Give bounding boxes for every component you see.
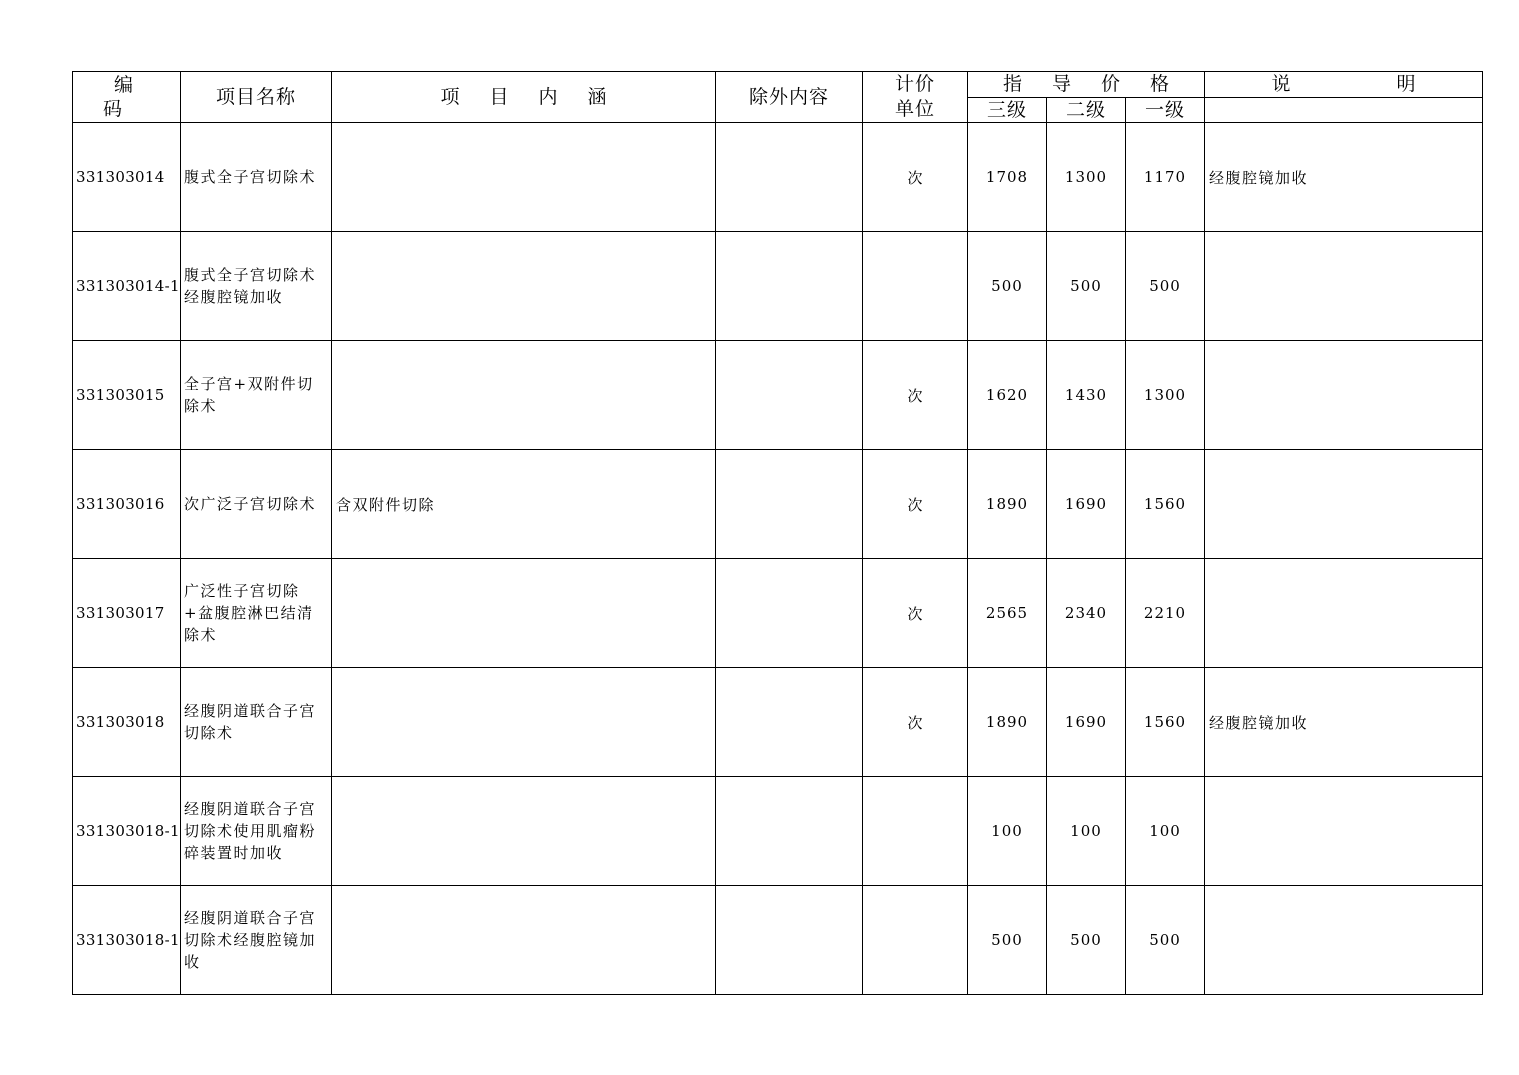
cell-price-level3: 1620 [968, 341, 1047, 450]
cell-note [1205, 450, 1483, 559]
table-row [73, 886, 1483, 995]
cell-note [1205, 232, 1483, 341]
price-table [72, 71, 1483, 995]
header-content: 项 目 内 涵 [332, 72, 716, 123]
cell-content [332, 777, 716, 886]
header-exclusion: 除外内容 [716, 72, 863, 123]
cell-price-level2: 2340 [1047, 559, 1126, 668]
cell-price-level2: 500 [1047, 232, 1126, 341]
cell-name: 全子宫+双附件切除术 [181, 341, 332, 450]
cell-unit: 次 [863, 341, 968, 450]
cell-unit: 次 [863, 559, 968, 668]
cell-name: 广泛性子宫切除+盆腹腔淋巴结清除术 [181, 559, 332, 668]
table-body [73, 123, 1483, 995]
header-unit: 计价单位 [863, 72, 968, 123]
cell-exclusion [716, 450, 863, 559]
header-note: 说 明 [1205, 72, 1483, 98]
header-name: 项目名称 [181, 72, 332, 123]
cell-price-level3: 500 [968, 886, 1047, 995]
header-price-level2: 二级 [1047, 97, 1126, 123]
cell-unit: 次 [863, 123, 968, 232]
cell-unit: 次 [863, 450, 968, 559]
table-row [73, 559, 1483, 668]
cell-code: 331303018-1 [73, 886, 181, 995]
cell-note [1205, 341, 1483, 450]
table-row [73, 777, 1483, 886]
cell-note: 经腹腔镜加收 [1205, 668, 1483, 777]
cell-unit [863, 232, 968, 341]
header-price-group: 指 导 价 格 [968, 72, 1205, 98]
cell-code: 331303018-1 [73, 777, 181, 886]
cell-price-level1: 1560 [1126, 668, 1205, 777]
cell-content [332, 668, 716, 777]
cell-price-level3: 100 [968, 777, 1047, 886]
cell-exclusion [716, 341, 863, 450]
cell-name: 经腹阴道联合子宫切除术使用肌瘤粉碎装置时加收 [181, 777, 332, 886]
table-row [73, 450, 1483, 559]
cell-price-level2: 1300 [1047, 123, 1126, 232]
cell-exclusion [716, 668, 863, 777]
cell-price-level1: 2210 [1126, 559, 1205, 668]
cell-price-level1: 1170 [1126, 123, 1205, 232]
table-row [73, 668, 1483, 777]
cell-content [332, 232, 716, 341]
cell-unit: 次 [863, 668, 968, 777]
cell-price-level2: 100 [1047, 777, 1126, 886]
cell-code: 331303015 [73, 341, 181, 450]
cell-content: 含双附件切除 [332, 450, 716, 559]
cell-content [332, 559, 716, 668]
cell-code: 331303014 [73, 123, 181, 232]
cell-price-level3: 1890 [968, 668, 1047, 777]
cell-content [332, 123, 716, 232]
cell-price-level2: 1430 [1047, 341, 1126, 450]
table-row [73, 341, 1483, 450]
cell-name: 经腹阴道联合子宫切除术 [181, 668, 332, 777]
cell-exclusion [716, 123, 863, 232]
table-header [73, 72, 1483, 123]
header-code: 编 码 [73, 72, 181, 123]
cell-price-level2: 500 [1047, 886, 1126, 995]
cell-price-level2: 1690 [1047, 668, 1126, 777]
cell-price-level1: 1560 [1126, 450, 1205, 559]
cell-price-level1: 1300 [1126, 341, 1205, 450]
cell-price-level2: 1690 [1047, 450, 1126, 559]
cell-note: 经腹腔镜加收 [1205, 123, 1483, 232]
cell-exclusion [716, 559, 863, 668]
cell-note [1205, 777, 1483, 886]
cell-note [1205, 886, 1483, 995]
cell-name: 腹式全子宫切除术经腹腔镜加收 [181, 232, 332, 341]
table-row [73, 232, 1483, 341]
cell-name: 次广泛子宫切除术 [181, 450, 332, 559]
cell-note [1205, 559, 1483, 668]
cell-content [332, 341, 716, 450]
cell-name: 经腹阴道联合子宫切除术经腹腔镜加收 [181, 886, 332, 995]
cell-exclusion [716, 777, 863, 886]
cell-price-level1: 500 [1126, 232, 1205, 341]
cell-exclusion [716, 232, 863, 341]
table-row [73, 123, 1483, 232]
cell-price-level1: 100 [1126, 777, 1205, 886]
cell-code: 331303016 [73, 450, 181, 559]
cell-name: 腹式全子宫切除术 [181, 123, 332, 232]
cell-code: 331303017 [73, 559, 181, 668]
cell-content [332, 886, 716, 995]
cell-price-level3: 2565 [968, 559, 1047, 668]
cell-unit [863, 777, 968, 886]
cell-unit [863, 886, 968, 995]
cell-price-level3: 500 [968, 232, 1047, 341]
cell-price-level3: 1890 [968, 450, 1047, 559]
cell-price-level1: 500 [1126, 886, 1205, 995]
cell-exclusion [716, 886, 863, 995]
cell-code: 331303018 [73, 668, 181, 777]
header-price-level3: 三级 [968, 97, 1047, 123]
cell-price-level3: 1708 [968, 123, 1047, 232]
cell-code: 331303014-1 [73, 232, 181, 341]
header-price-level1: 一级 [1126, 97, 1205, 123]
header-note-blank [1205, 97, 1483, 123]
